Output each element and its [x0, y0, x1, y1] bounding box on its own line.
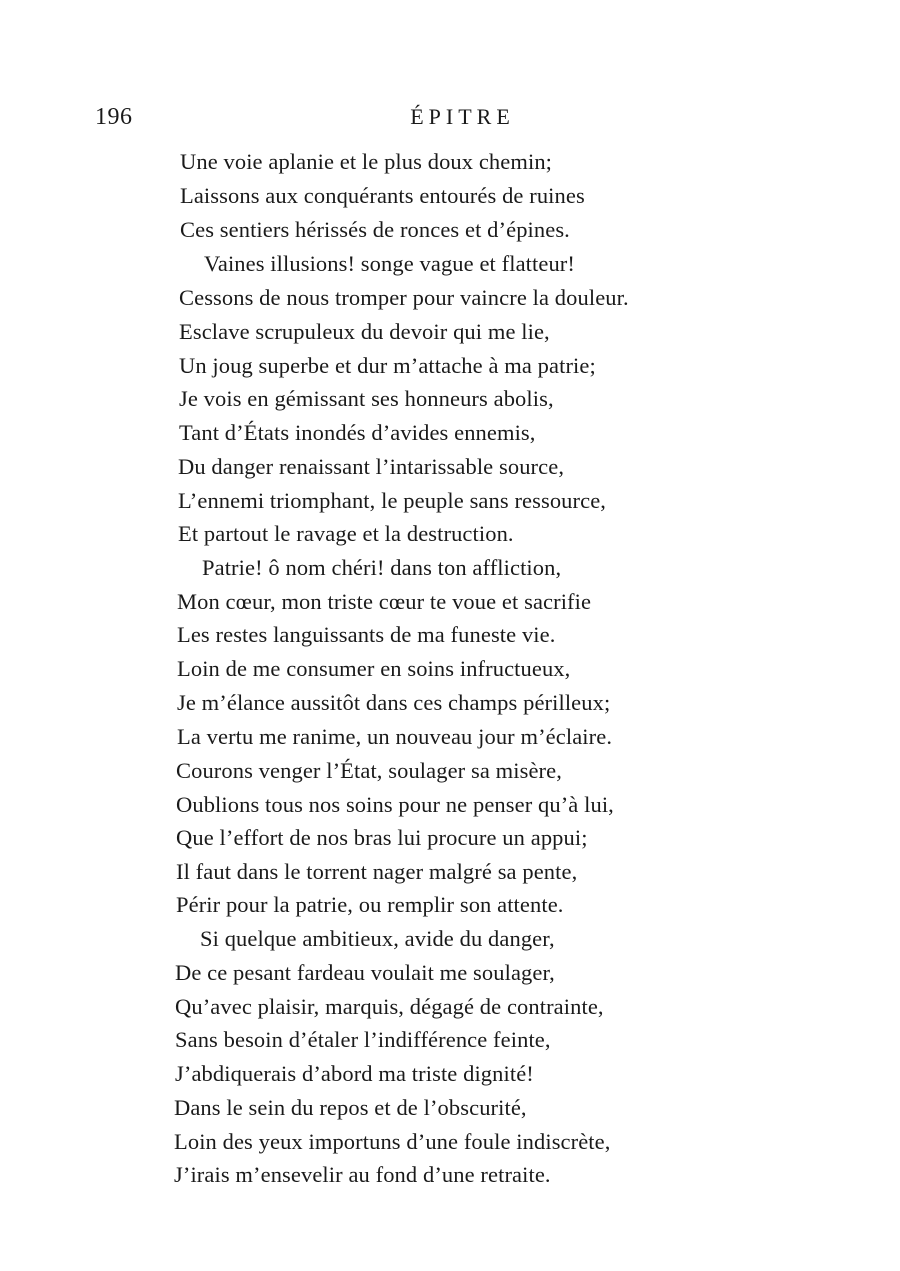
verse-line: Une voie aplanie et le plus doux chemin; — [180, 149, 553, 174]
verse-line: De ce pesant fardeau voulait me soulager, — [175, 960, 555, 985]
verse-line: Laissons aux conquérants entourés de ruines — [180, 183, 585, 208]
verse-line: Ces sentiers hérissés de ronces et d’épines. — [180, 217, 570, 242]
verse-line-indented: Si quelque ambitieux, avide du danger, — [200, 926, 555, 951]
page-number: 196 — [95, 104, 133, 130]
verse-line: Périr pour la patrie, ou remplir son attente. — [176, 892, 564, 917]
verse-line: Oublions tous nos soins pour ne penser qu’à lui, — [176, 792, 614, 817]
verse-line: Que l’effort de nos bras lui procure un appui; — [176, 825, 588, 850]
verse-line: Dans le sein du repos et de l’obscurité, — [174, 1095, 527, 1120]
verse-line: Je vois en gémissant ses honneurs abolis, — [179, 386, 554, 411]
verse-line: Il faut dans le torrent nager malgré sa pente, — [176, 859, 578, 884]
verse-line: Esclave scrupuleux du devoir qui me lie, — [179, 319, 550, 344]
verse-line-indented: Patrie! ô nom chéri! dans ton affliction, — [202, 555, 562, 580]
verse-line: Courons venger l’État, soulager sa misère, — [176, 758, 562, 783]
verse-line: Du danger renaissant l’intarissable source, — [178, 454, 565, 479]
verse-line-indented: Vaines illusions! songe vague et flatteur! — [204, 251, 575, 276]
verse-line: Un joug superbe et dur m’attache à ma patrie; — [179, 353, 596, 378]
verse-line: Tant d’États inondés d’avides ennemis, — [179, 420, 536, 445]
verse-line: Les restes languissants de ma funeste vie. — [177, 622, 556, 647]
verse-line: Sans besoin d’étaler l’indifférence feinte, — [175, 1027, 551, 1052]
verse-line: J’abdiquerais d’abord ma triste dignité! — [175, 1061, 534, 1086]
running-head: ÉPITRE — [410, 104, 515, 129]
verse-line: Loin de me consumer en soins infructueux, — [177, 656, 571, 681]
verse-line: Mon cœur, mon triste cœur te voue et sacrifie — [177, 589, 592, 614]
verse-line: J’irais m’ensevelir au fond d’une retraite. — [174, 1162, 551, 1187]
verse-line: Je m’élance aussitôt dans ces champs périlleux; — [177, 690, 611, 715]
verse-line: L’ennemi triomphant, le peuple sans ressource, — [178, 488, 607, 513]
verse-line: Et partout le ravage et la destruction. — [178, 521, 514, 546]
verse-line: La vertu me ranime, un nouveau jour m’éclaire. — [177, 724, 613, 749]
verse-line: Qu’avec plaisir, marquis, dégagé de contrainte, — [175, 994, 604, 1019]
verse-line: Loin des yeux importuns d’une foule indiscrète, — [174, 1129, 611, 1154]
verse-line: Cessons de nous tromper pour vaincre la douleur. — [179, 285, 629, 310]
